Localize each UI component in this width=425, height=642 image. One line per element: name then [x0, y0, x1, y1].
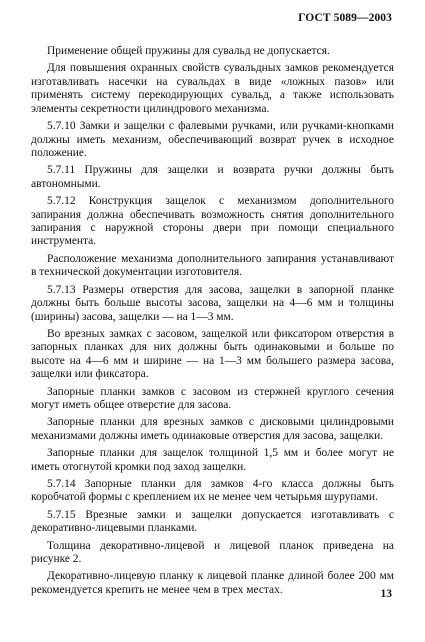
paragraph: Расположение механизма дополнительного запирания устанавливают в технической документации изготовителя.: [31, 252, 394, 279]
paragraph: 5.7.13 Размеры отверстия для засова, защелки в запорной планке должны быть больше высоты засова, защелки на 4—6 мм и толщины (ширины) засова, защелки — на 1—3 мм.: [31, 283, 394, 323]
paragraph: Запорные планки для врезных замков с дисковыми цилиндровыми механизмами должны иметь одинаковые отверстия для засова, защелки.: [31, 416, 394, 442]
paragraph: 5.7.15 Врезные замки и защелки допускается изготавливать с декоративно-лицевыми планками.: [31, 508, 394, 535]
paragraph: Для повышения охранных свойств сувальдных замков рекомендуется изготавливать насечки на сувальдах в виде «ложных пазов» или применять систему перекодирующих сувальд, а также использовать элементы секретности цилиндрового механизма.: [31, 62, 394, 115]
paragraph: 5.7.10 Замки и защелки с фалевыми ручками, или ручками-кнопками должны иметь механизм, обеспечивающий возврат ручек в исходное положение.: [31, 120, 394, 159]
paragraph: 5.7.12 Конструкция защелок с механизмом дополнительного запирания должна обеспечивать возможность снятия дополнительного запирания с наружной стороны двери при помощи специального инструмента.: [31, 195, 394, 248]
paragraph: Запорные планки для защелок толщиной 1,5 мм и более могут не иметь отогнутой кромки под заход защелки.: [31, 447, 394, 473]
paragraph: Декоративно-лицевую планку к лицевой планке длиной более 200 мм рекомендуется крепить не менее чем в трех местах.: [31, 570, 394, 596]
body-text: [31, 45, 394, 601]
paragraph: 5.7.14 Запорные планки для замков 4-го класса должны быть коробчатой формы с креплением их не менее чем четырьмя шурупами.: [31, 477, 394, 504]
paragraph: Толщина декоративно-лицевой и лицевой планок приведена на рисунке 2.: [31, 539, 394, 565]
page-number: 13: [380, 588, 392, 600]
standard-header: ГОСТ 5089—2003: [298, 12, 392, 24]
paragraph: 5.7.11 Пружины для защелки и возврата ручки должны быть автономными.: [31, 164, 394, 190]
paragraph: Применение общей пружины для сувальд не допускается.: [47, 45, 330, 57]
paragraph: Запорные планки замков с засовом из стержней круглого сечения могут иметь общее отверстие для засова.: [31, 385, 394, 411]
paragraph: Во врезных замках с засовом, защелкой или фиксатором отверстия в запорных планках для них должны быть одинаковыми и больше по высоте на 4—6 мм и ширине — на 1—3 мм большего размера засова, защелки или фиксатора.: [31, 327, 394, 381]
